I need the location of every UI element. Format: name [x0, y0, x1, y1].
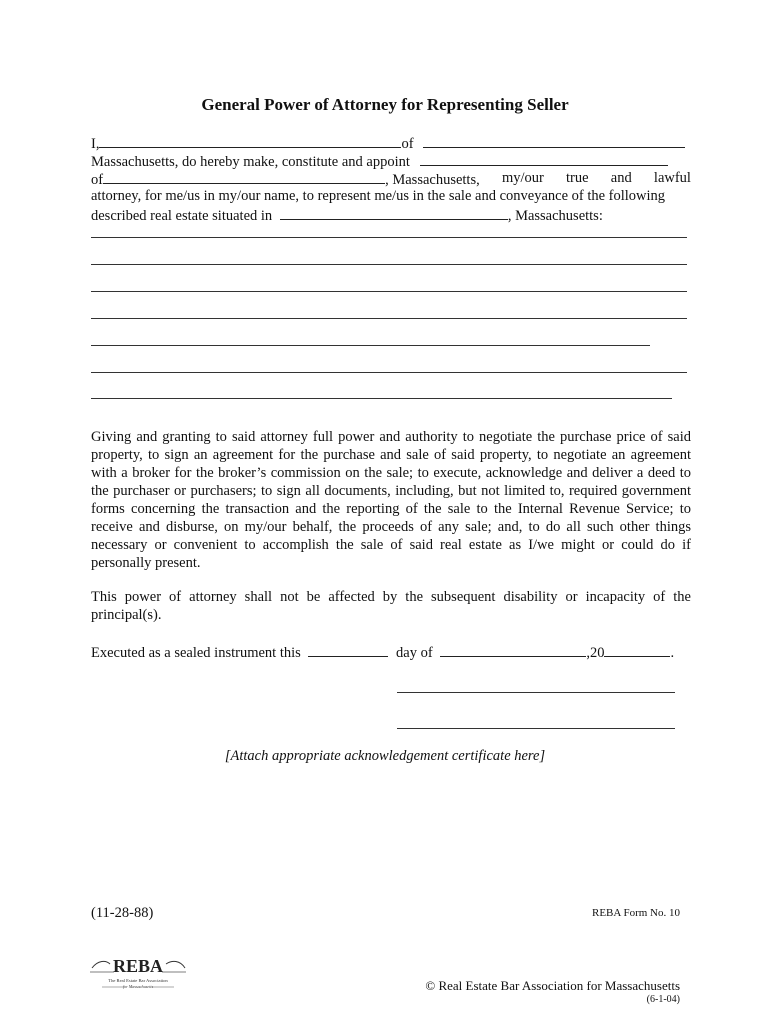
form-date: (11-28-88) — [91, 905, 154, 921]
logo-line1: The Real Estate Bar Association — [108, 978, 168, 983]
attorney-purpose-line: attorney, for me/us in my/our name, to represent me/us in the sale and conveyance of the following — [91, 188, 666, 204]
principal-town-blank[interactable] — [423, 133, 685, 148]
description-line[interactable] — [91, 398, 672, 399]
attorney-town-blank[interactable] — [103, 169, 385, 184]
principal-line — [91, 133, 691, 153]
property-location-prefix: described real estate situated in — [91, 208, 273, 224]
attorney-of-label: of — [91, 172, 104, 188]
execution-day-blank[interactable] — [308, 642, 388, 657]
description-line[interactable] — [91, 345, 650, 346]
execution-end: . — [670, 645, 675, 661]
appoint-text: Massachusetts, do hereby make, constitute and appoint — [91, 154, 410, 170]
logo-mark: REBA — [112, 956, 164, 976]
signature-line[interactable] — [397, 728, 675, 729]
massachusetts-label: , Massachusetts, — [385, 172, 480, 188]
document-title: General Power of Attorney for Representing Seller — [201, 95, 569, 114]
execution-month-blank[interactable] — [440, 642, 586, 657]
word-myour: my/our — [501, 170, 544, 186]
powers-paragraph: Giving and granting to said attorney full power and authority to negotiate the purchase price of said property, to sign an agreement for the purchase and sale of said property, to negotiate an agreement with a broker for the broker’s commission on the sale; to execute, acknowledge and deliver a deed to the purchaser or purchasers; to sign all documents, including, but not limited to, required government forms concerning the transaction and the reporting of the sale to the Internal Revenue Service; to receive and disburse, on my/our behalf, the proceeds of any sale; and, to do all such other things necessary or convenient to accomplish the sale of said real estate as I/we might or could do if personally present. — [91, 429, 691, 571]
attorney-name-blank[interactable] — [420, 151, 668, 166]
property-location-suffix: , Massachusetts: — [507, 208, 603, 224]
word-lawful: lawful — [653, 170, 691, 186]
description-line[interactable] — [91, 264, 687, 265]
form-number: REBA Form No. 10 — [591, 907, 680, 919]
copyright-notice: © Real Estate Bar Association for Massachusetts — [425, 978, 680, 993]
principal-name-blank[interactable] — [99, 133, 401, 148]
execution-year-label: ,20 — [586, 645, 605, 661]
property-location-line — [91, 205, 691, 225]
acknowledgement-note: [Attach appropriate acknowledgement certificate here] — [224, 748, 546, 764]
principal-prefix: I, — [91, 136, 100, 152]
revision-date: (6-1-04) — [646, 994, 680, 1005]
signature-line[interactable] — [397, 692, 675, 693]
appoint-line — [91, 151, 691, 171]
execution-year-blank[interactable] — [604, 642, 670, 657]
description-line[interactable] — [91, 318, 687, 319]
logo-line2: for Massachusetts — [122, 984, 154, 989]
execution-line — [91, 642, 691, 662]
description-line[interactable] — [91, 372, 687, 373]
principal-of-label: of — [401, 136, 414, 152]
property-town-blank[interactable] — [280, 205, 508, 220]
execution-day-label: day of — [396, 645, 433, 661]
word-and: and — [610, 170, 632, 186]
execution-prefix: Executed as a sealed instrument this — [91, 645, 301, 661]
word-true: true — [566, 170, 589, 186]
description-line[interactable] — [91, 291, 687, 292]
reba-logo — [88, 950, 188, 994]
attorney-town-line — [91, 169, 691, 189]
durability-paragraph: This power of attorney shall not be affected by the subsequent disability or incapacity of the principal(s). — [91, 589, 691, 623]
description-line[interactable] — [91, 237, 687, 238]
